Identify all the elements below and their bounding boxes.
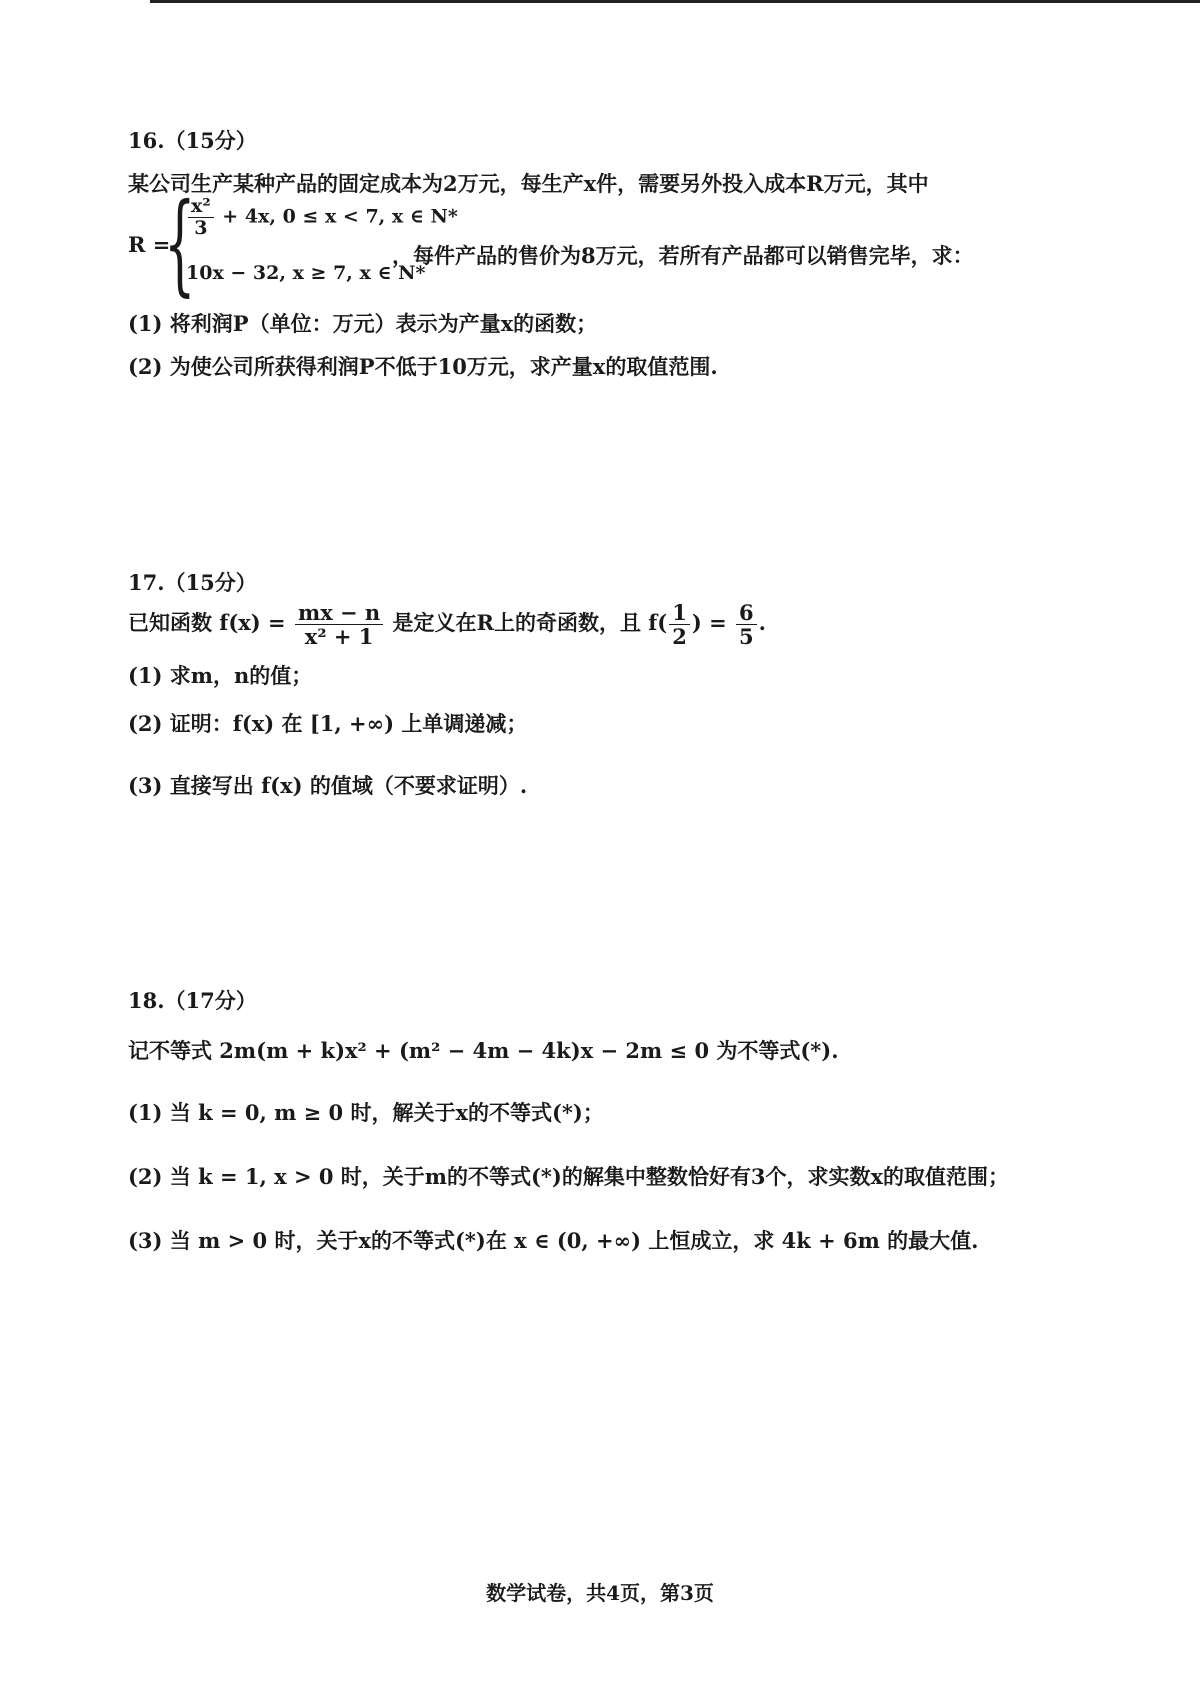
q16-part-2: (2) 为使公司所获得利润P不低于10万元，求产量x的取值范围. bbox=[128, 354, 718, 379]
q18-part-3: (3) 当 m > 0 时，关于x的不等式(*)在 x ∈ (0, +∞) 上恒成立，求 4k + 6m 的最大值. bbox=[128, 1228, 979, 1253]
q16-r-label: R = bbox=[128, 232, 171, 257]
q16-case1-den: 3 bbox=[194, 216, 208, 239]
q17-half-fraction bbox=[669, 601, 690, 648]
q17-part-1: (1) 求m，n的值； bbox=[128, 663, 313, 688]
q16-case1-rest: + 4x, 0 ≤ x < 7, x ∈ N* bbox=[222, 205, 458, 228]
q17-f-den: x² + 1 bbox=[304, 624, 374, 650]
q18-stem: 记不等式 2m(m + k)x² + (m² − 4m − 4k)x − 2m ≤ 0 为不等式(*). bbox=[128, 1038, 839, 1063]
q17-value-fraction bbox=[736, 601, 757, 648]
q17-f-num: mx − n bbox=[295, 601, 383, 625]
q16-case1-num: x² bbox=[188, 196, 214, 218]
q17-val-den: 5 bbox=[739, 624, 754, 650]
q17-f-fraction bbox=[295, 601, 383, 648]
q16-case1-fraction bbox=[188, 196, 214, 239]
q17-half-den: 2 bbox=[672, 624, 687, 650]
q16-part-1: (1) 将利润P（单位：万元）表示为产量x的函数； bbox=[128, 311, 598, 336]
q16-case-1 bbox=[186, 196, 458, 239]
q17-stem-eq: ) = bbox=[691, 610, 727, 636]
q17-stem bbox=[128, 601, 766, 648]
q16-case-2: 10x − 32, x ≥ 7, x ∈ N* bbox=[186, 262, 426, 284]
q16-header: 16.（15分） bbox=[128, 128, 257, 153]
q17-stem-mid: 是定义在R上的奇函数，且 f( bbox=[392, 610, 668, 636]
q18-part-1: (1) 当 k = 0, m ≥ 0 时，解关于x的不等式(*)； bbox=[128, 1100, 604, 1125]
q16-brace: { bbox=[164, 179, 196, 307]
q18-part-2: (2) 当 k = 1, x > 0 时，关于m的不等式(*)的解集中整数恰好有3个，求实数x的取值范围； bbox=[128, 1164, 1009, 1189]
q16-stem: 某公司生产某种产品的固定成本为2万元，每生产x件，需要另外投入成本R万元，其中 bbox=[128, 171, 929, 196]
top-rule bbox=[150, 0, 1200, 3]
q17-part-3: (3) 直接写出 f(x) 的值域（不要求证明）. bbox=[128, 773, 528, 798]
q17-stem-end: . bbox=[758, 610, 766, 636]
q17-part-2: (2) 证明：f(x) 在 [1, +∞) 上单调递减； bbox=[128, 711, 528, 736]
q18-header: 18.（17分） bbox=[128, 988, 257, 1013]
page-footer: 数学试卷，共4页，第3页 bbox=[486, 1581, 714, 1605]
q17-val-num: 6 bbox=[736, 601, 757, 625]
q17-stem-pre: 已知函数 f(x) = bbox=[128, 610, 286, 636]
q17-half-num: 1 bbox=[669, 601, 690, 625]
q17-header: 17.（15分） bbox=[128, 570, 257, 595]
q16-after-cases: ，每件产品的售价为8万元，若所有产品都可以销售完毕，求： bbox=[392, 243, 974, 268]
